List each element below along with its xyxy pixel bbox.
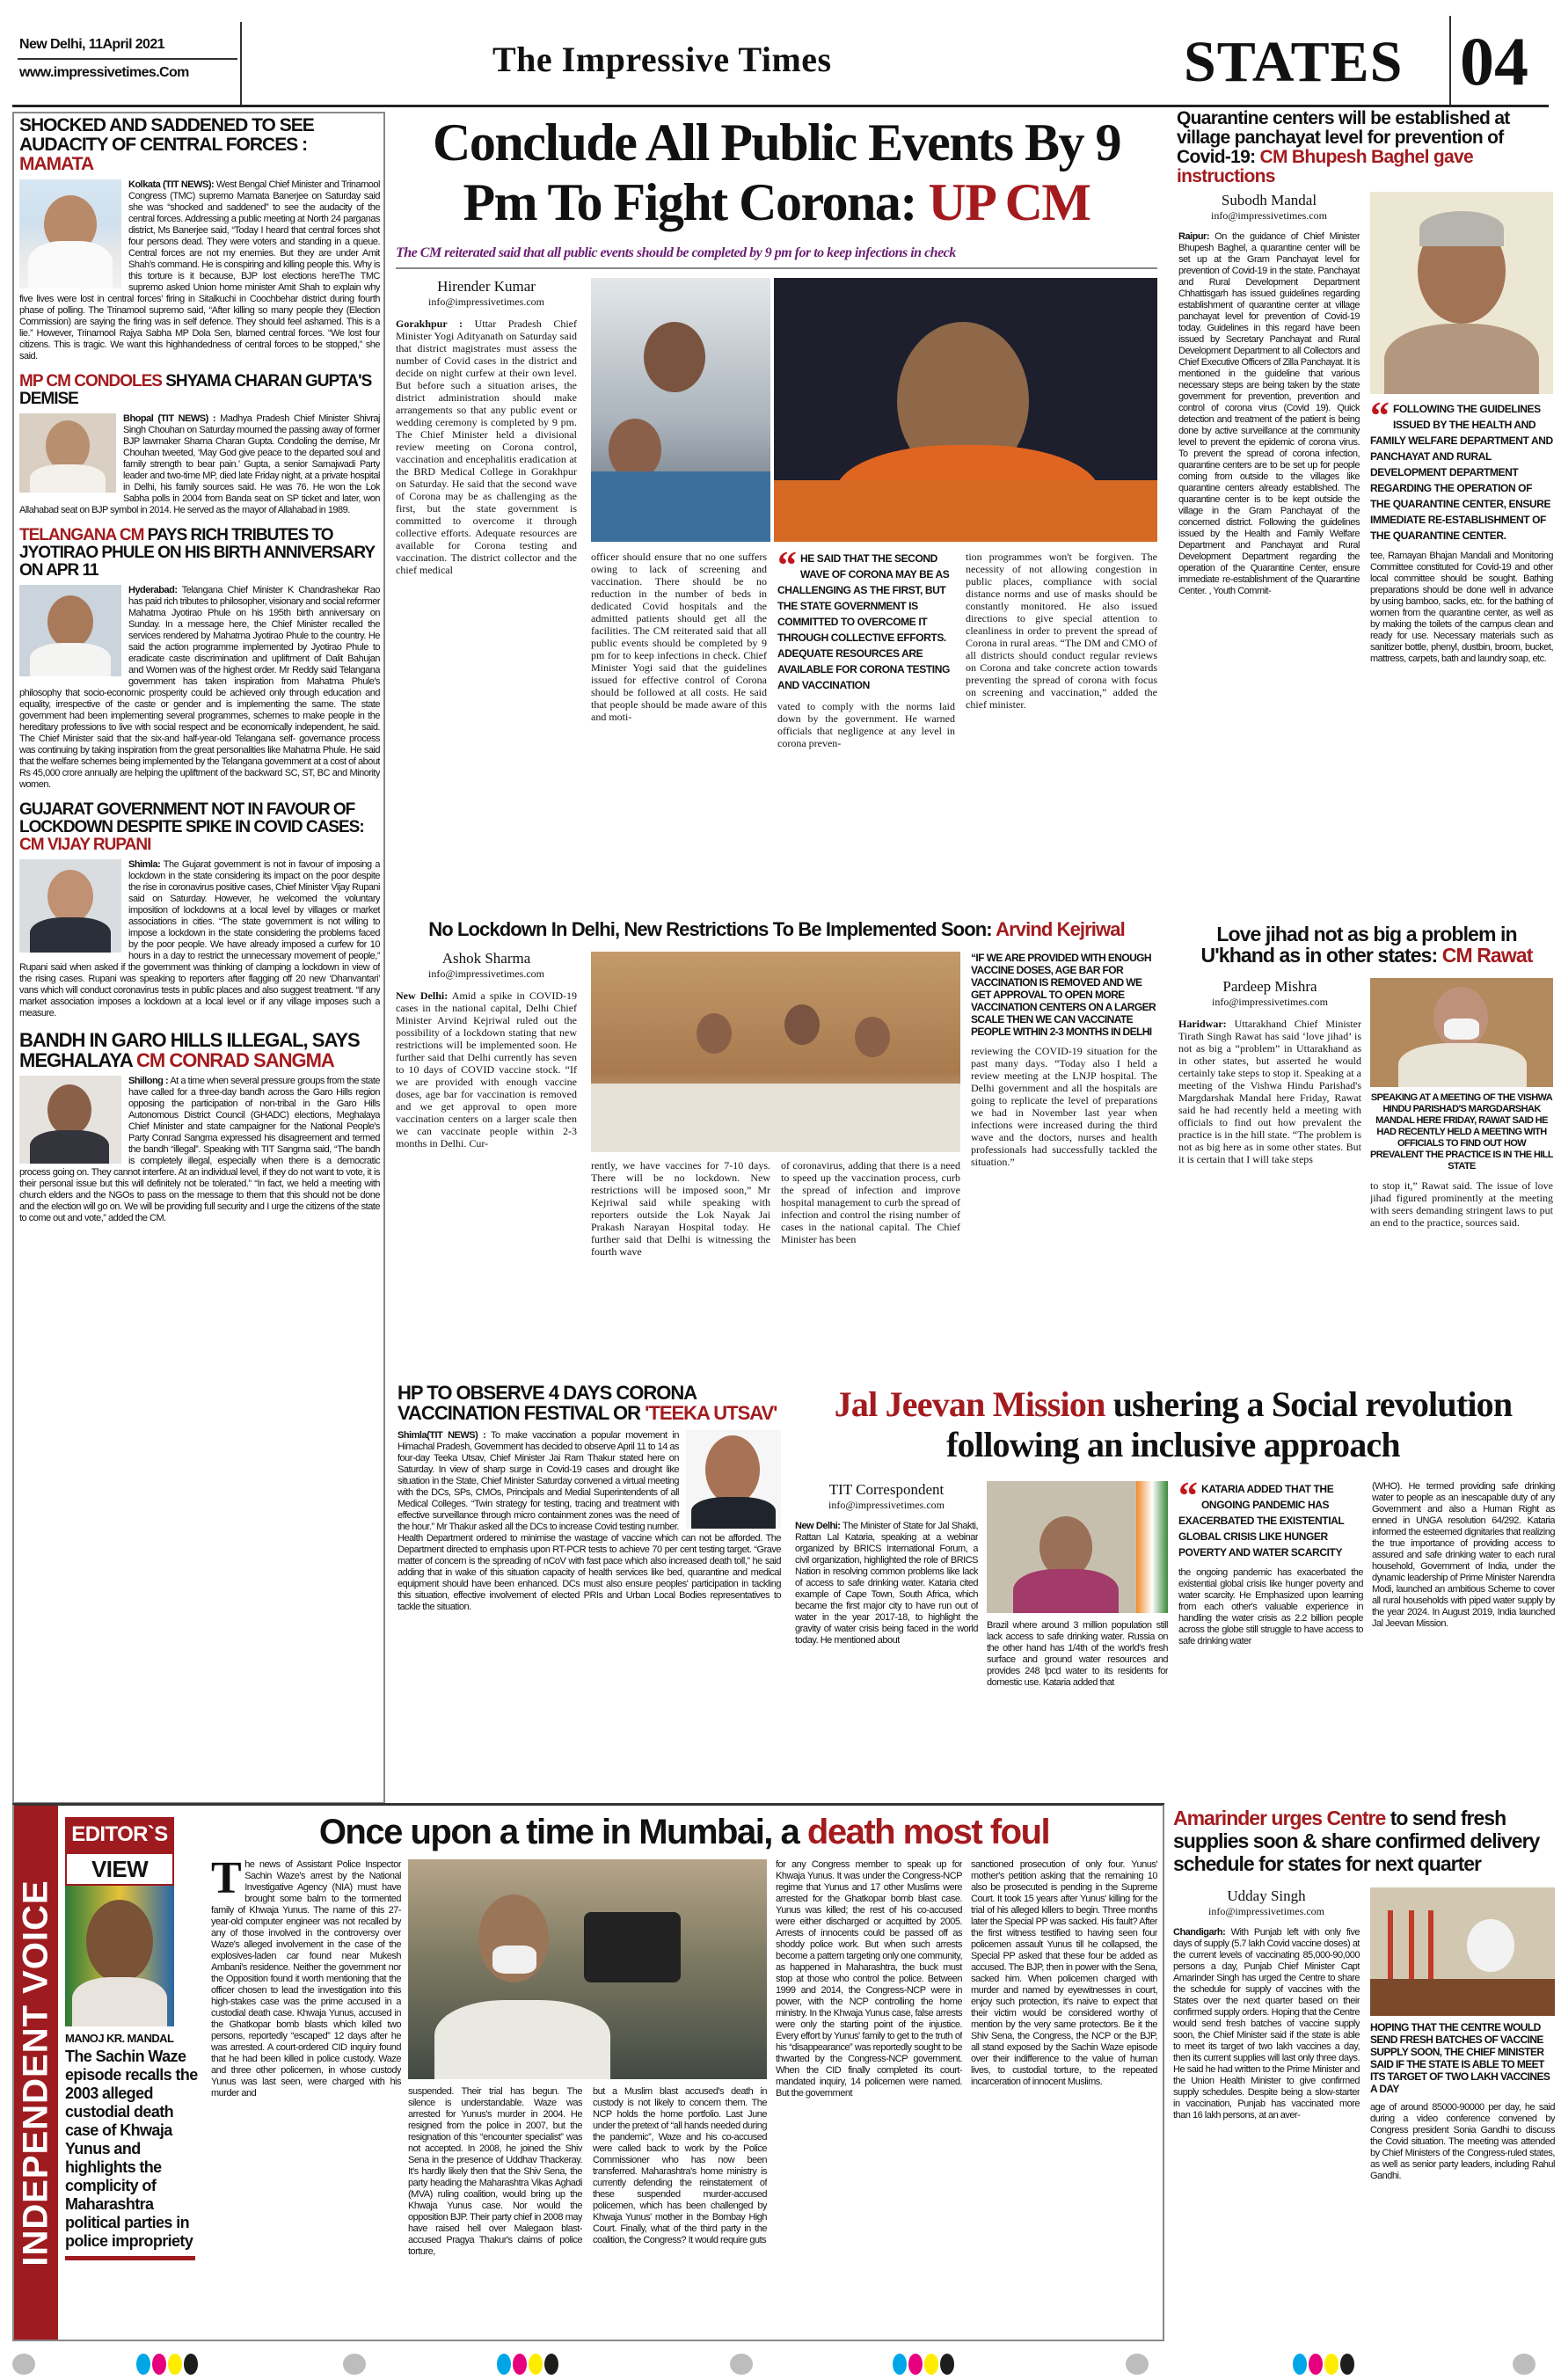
lead-photo-children [591, 278, 770, 542]
delhi-photo [591, 952, 960, 1152]
editors-view-bottom: VIEW [65, 1852, 174, 1886]
punjab-photo [1370, 1887, 1555, 2016]
gujarat-body [19, 859, 380, 1019]
quote-icon: “ [777, 551, 797, 587]
jj-column-1 [795, 1521, 978, 1646]
hp-dateline: Shimla(TIT NEWS) : [398, 1430, 486, 1442]
uk-photo [1370, 978, 1553, 1087]
grey-registration-mark [343, 2354, 366, 2375]
delhi-column-1-flow [396, 950, 577, 1372]
cg-photo [1370, 192, 1553, 394]
hp-text: To make vaccination a popular movement in Himachal Pradesh, Government has decided to observe April 11 to 14 as four-day Teeka Utsav, Chief Minister Jai Ram Thakur stated here on Saturday. In view of sharp surge in Covid-19 cases and drought like situation in the State, Chief Minister Saturday convened a virtual meeting with the DCs, SPs, CMOs, Principals and Medial Superintendents of all Medical Colleges. “Twin strategy for testing, tracing and treatment with effective surveillance through micro containment zones was the need of the hour.” Mr Thakur asked all the DCs to increase Covid testing number. Health Department ordered to minimise the wastage of vaccine which can not be afforded. The Department directed to emphasis upon RT-PCR tests to achieve 70 per cent testing target. “Grave matter of concern is the spreading of nCoV with fast pace which also increased death toll,” he said adding that in wake of this situation capacity of health services like bed, quarantine and medical equipment should have been enhanced. DCs must also ensure peoples' participation in tackling this situation, effective involvement of elected PRIs and Urban Local Bodies representatives to tackle the situation. [398, 1430, 781, 1613]
delhi-column-4-flow [971, 952, 1157, 1372]
mamata-photo [19, 179, 121, 288]
lead-column-3-tail: vated to comply with the norms laid down by the government. He warned officials that negligence at any level in corona preven- [777, 700, 955, 749]
uk-byline [1178, 978, 1361, 1009]
mamata-body [19, 179, 380, 362]
editorial-column-1 [211, 1859, 401, 2334]
punjab-dateline: Chandigarh: [1173, 1927, 1226, 1938]
masthead-date: New Delhi, 11April 2021 [19, 37, 164, 52]
punjab-right-flow [1370, 1887, 1555, 2345]
uk-email[interactable]: info@impressivetimes.com [1211, 996, 1329, 1008]
lead-byline [396, 278, 577, 309]
grey-registration-mark [1126, 2354, 1149, 2375]
uk-body [1178, 1018, 1361, 1165]
delhi-author: Ashok Sharma [441, 950, 531, 967]
punjab-byline [1173, 1887, 1360, 1918]
lead-headline-black: Conclude All Public Events By 9 Pm To Fight Corona: [433, 113, 1120, 231]
cg-body [1178, 231, 1360, 597]
masthead-divider-left [240, 22, 242, 106]
gujarat-text: The Gujarat government is not in favour of imposing a lockdown in the state considering its impact on the poor despite the rise in coronavirus positive cases, Chief Minister Vijay Rupani said on Saturday. However, he welcomed the voluntary imposition of lockdowns at a local level by villages or market associations in cities. “The state government is not willing to impose a lockdown in the state considering the problems faced by the poor people. We have already imposed a curfew for 10 hours in a day to restrict the unnecessary movement of people,” Rupani said when asked if the government was thinking of clamping a lockdown in view of the rising cases. Rupani was speaking to reporters after flagging off 20 new ‘Dhanvantari’ vans which will conduct coronavirus tests in public places and also suggest treatment. “If any market association imposes a lockdown at a local level or if any village imposes such a measure. [19, 858, 380, 1018]
punjab-headline-black: to send fresh supplies soon & share confirmed delivery schedule for states for next quarter [1173, 1807, 1540, 1875]
lead-headline-red: UP CM [928, 173, 1091, 231]
jj-headline-black: ushering a Social revolution following an inclusive approach [946, 1384, 1513, 1464]
cg-pullquote [1370, 394, 1553, 544]
delhi-headline [396, 918, 1157, 941]
uk-headline-black: Love jihad not as big a problem in U'khand as in other states: [1200, 923, 1517, 967]
cg-byline [1178, 192, 1360, 223]
lead-headline [394, 113, 1159, 232]
jj-column-3: the ongoing pandemic has exacerbated the existential global crisis like hunger poverty and water scarcity. He Emphasized upon learning from each other's valuable experience in handling the water crisis as 2.2 billion people across the globe still struggle to have access to safe drinking water [1178, 1567, 1363, 1646]
mp-photo [19, 413, 116, 493]
uk-headline [1178, 924, 1555, 966]
lead-author: Hirender Kumar [437, 278, 536, 295]
editorial-column-2: suspended. Their trial has begun. The silence is understandable. Waze was arrested for Yunus's murder in 2004. He resigned from the police in 2007, but the resignation of this “encounter specialist” was not accepted. In 2008, he joined the Shiv Sena in the presence of Uddhav Thackeray. It's hardly likely then that the Shiv Sena, the party heading the Maharashtra Vikas Aghadi (MVA) ruling coalition, would bring up the Khwaja Yunus case. Nor would the opposition BJP. Their party chief in 2008 may have raised hell over Malegaon blast-accused Pragya Thakur's claims of police torture, [408, 2086, 582, 2257]
lead-subhead-rule [396, 267, 1157, 269]
lead-column-1 [396, 318, 577, 576]
delhi-byline [396, 950, 577, 981]
jj-column-1-flow [795, 1481, 978, 1796]
cmyk-registration-mark [1293, 2354, 1307, 2375]
editorial-column-4: for any Congress member to speak up for Khwaja Yunus. It was under the Congress-NCP regime that Yunus and 17 other Muslims were arrested for the Ghatkopar bomb blast case. Yunus was killed; the rest of his co-accused were either discharged or acquitted by 2005. Arrests of innocents could be passed off as shoddy police work. But when such arrests become a pattern targeting only one community, as happened in Maharashtra, the buck must stop at those who control the police. Between 1999 and 2014, the Congress-NCP were in power, with the NCP controlling the home ministry. In the Khwaja Yunus case, false arrests were only the starting point of the injustice. Every effort by Yunus' family to get to the truth of his “disappearance” was reportedly sought to be thwarted by the Congress-NCP government. When the CID finally completed its court-mandated inquiry, 14 policemen were named. But the government [776, 1859, 962, 2099]
cg-right-flow [1370, 192, 1553, 913]
telangana-photo [19, 585, 121, 676]
jj-photo [987, 1481, 1168, 1613]
delhi-column-1 [396, 989, 577, 1150]
jj-column-3-flow [1178, 1481, 1363, 1796]
telangana-body [19, 585, 380, 791]
lead-column-1-flow [396, 278, 577, 911]
cg-headline-black: Quarantine centers will be established at village panchayat level for prevention of Covid-19: [1177, 108, 1510, 168]
cg-dateline: Raipur: [1178, 231, 1209, 242]
hp-photo [686, 1430, 781, 1529]
cmyk-registration-mark [544, 2354, 558, 2375]
grey-registration-mark [730, 2354, 753, 2375]
editorial-dropcap: T [211, 1859, 242, 1903]
jj-column-4: (WHO). He termed providing safe drinking water to people as an inescapable duty of any Government and also a Human Right as enned in UNGA resolution 64/292. Kataria informed the esteemed dignitaries that realizing the true importance of providing access to assured and safe drinking water to each rural household, Government of India, under the dynamic leadership of Prime Minister Narendra Modi, launched an ambitious Scheme to cover all rural households with piped water supply by the year 2024. In August 2019, India launched Jal Jeevan Mission. [1372, 1481, 1555, 1629]
editorial-headline [211, 1812, 1157, 1852]
left-column-flow [19, 116, 380, 1800]
cg-pullquote-text: FOLLOWING THE GUIDELINES ISSUED BY THE HEALTH AND FAMILY WELFARE DEPARTMENT AND PANCHAYAT AND RURAL DEVELOPMENT DEPARTMENT REGARDING THE OPERATION OF THE QUARANTINE CENTER, ENSURE IMMEDIATE RE-ESTABLISHMENT OF THE QUARANTINE CENTER. [1370, 403, 1553, 542]
garo-headline-black: BANDH IN GARO HILLS ILLEGAL, SAYS MEGHALAYA [19, 1028, 360, 1071]
grey-registration-mark [12, 2354, 35, 2375]
punjab-caption: HOPING THAT THE CENTRE WOULD SEND FRESH BATCHES OF VACCINE SUPPLY SOON, THE CHIEF MINISTER SAID IF THE STATE IS ABLE TO MEET ITS TARGET OF TWO LAKH VACCINES A DAY [1370, 2021, 1550, 2095]
editor-summary-rule [65, 2256, 195, 2260]
mp-text: Madhya Pradesh Chief Minister Shivraj Singh Chouhan on Saturday mourned the passing away of former BJP lawmaker Shama Charan Gupta. Condoling the demise, Mr Chouhan tweeted, ‘May God give peace to the departed soul and family strength to bear pain.’ Gupta, a senior Samajwadi Party leader and two-time MP, died late Friday night, at a private hospital in Delhi, his family sources said. He was 76. He won the Lok Sabha polls in 2004 from Banda seat on SP ticket and later, won Allahabad seat on BJP symbol in 2014. He served as the mayor of Allahabad in 1989. [19, 413, 380, 516]
uk-left-flow [1178, 978, 1361, 1372]
cg-author: Subodh Mandal [1221, 192, 1317, 208]
cmyk-registration-mark [1340, 2354, 1354, 2375]
uk-dateline: Haridwar: [1178, 1018, 1227, 1030]
punjab-headline-red: Amarinder urges Centre [1173, 1807, 1390, 1829]
side-label: INDEPENDENT VOICE [16, 1879, 55, 2267]
jj-pullquote [1178, 1481, 1363, 1560]
mamata-dateline: Kolkata (TIT NEWS): [128, 179, 215, 191]
hp-headline-red: 'TEEKA UTSAV' [645, 1402, 777, 1425]
print-registration-marks [0, 2354, 1561, 2376]
editorial-column-3: but a Muslim blast accused's death in custody is not likely to concern them. The NCP holds the home portfolio. Last June under the pretext of “all hands needed during the pandemic”, Waze and his co-accused were called back to work by the Police Commissioner who has now been transferred. Maharashtra's home ministry is currently defending the reinstatement of these suspended murder-accused policemen, which has been challenged by Khwaja Yunus' mother in the Bombay High Court. Finally, what of the third party in the coalition, the Congress? It would require guts [593, 2086, 767, 2245]
editorial-headline-red: death most foul [806, 1813, 1050, 1851]
editorial-headline-black: Once upon a time in Mumbai, a [318, 1813, 807, 1851]
editorial-col1-text: he news of Assistant Police Inspector Sachin Waze's arrest by the National Investigative Agency (NIA) must have brought some balm to the tormented family of Khwaja Yunus. The name of this 27-year-old computer engineer was not recalled by any of those involved in the controversy over Waze's alleged involvement in the case of the explosives-laden car found near Mukesh Ambani's residence. Neither the government nor the Opposition found it worth mentioning that the officer chosen to lead the investigation into this high-stakes case was the prime accused in a custodial death case. Khwaja Yunus, accused in the Ghatkopar bomb blasts which killed two persons, reportedly “escaped” 12 days after he was arrested. A court-ordered CID inquiry found that he had been killed in police custody. Waze and three other policemen, in whose custody Yunus was last seen, were charged with his murder and [211, 1859, 401, 2099]
delhi-column-3: of coronavirus, adding that there is a need to speed up the vaccination process, curb the spread of infection and improve hospital management to curb the spread of infection and control the rising number of cases in the national capital. The Chief Minister has been [781, 1159, 960, 1245]
lead-subhead: The CM reiterated said that all public events should be completed by 9 pm for to keep infections in check [396, 245, 956, 260]
masthead-website[interactable]: www.impressivetimes.Com [19, 65, 189, 80]
mp-headline-red: MP CM CONDOLES [19, 372, 166, 391]
mamata-headline-black: SHOCKED AND SADDENED TO SEE AUDACITY OF CENTRAL FORCES : [19, 116, 314, 156]
punjab-left-flow [1173, 1887, 1360, 2345]
cg-headline [1177, 109, 1557, 186]
mp-headline [19, 373, 380, 408]
mp-dateline: Bhopal (TIT NEWS) : [123, 413, 216, 425]
editor-summary: The Sachin Waze episode recalls the 2003 alleged custodial death case of Khwaja Yunus and highlights the complicity of Maharashtra political parties in police impropriety [65, 2048, 198, 2250]
jj-dateline: New Delhi: [795, 1521, 841, 1531]
uk-author: Pardeep Mishra [1222, 978, 1317, 995]
telangana-headline-red: TELANGANA CM [19, 526, 148, 545]
punjab-tail: age of around 85000-90000 per day, he said during a video conference convened by Congress president Sonia Gandhi to discuss the Covid situation. The meeting was attended by Chief Ministers of the Congress-ruled states, as well as senior party leaders, including Rahul Gandhi. [1370, 2102, 1555, 2181]
quote-icon: “ [1370, 394, 1390, 437]
editor-author: MANOJ KR. MANDAL [65, 2032, 174, 2045]
gujarat-headline-black: GUJARAT GOVERNMENT NOT IN FAVOUR OF LOCKDOWN DESPITE SPIKE IN COVID CASES: [19, 799, 364, 836]
hp-body [398, 1430, 781, 1613]
uk-headline-red: CM Rawat [1441, 944, 1533, 967]
cg-headline-red: CM Bhupesh Baghel gave instructions [1177, 147, 1473, 187]
garo-body [19, 1076, 380, 1224]
hp-headline-black: HP TO OBSERVE 4 DAYS CORONA VACCINATION FESTIVAL OR [398, 1383, 697, 1425]
cmyk-registration-mark [513, 2354, 527, 2375]
cg-text: On the guidance of Chief Minister Bhupesh Baghel, a quarantine center will be set up at the Gram Panchayat level for prevention of Covid-19 in the state. Panchayat and Rural Development Department Chhattisgarh has issued guidelines regarding establishment of quarantine center at village panchayat level for prevention of Covid-19 today. Guidelines in this regard have been issued by Secretary Panchayat and Rural Development Department to all Collectors and Chief Executive Officers of Zilla Panchayat. It is mentioned in the guideline that various necessary steps are being taken by the state government for prevention, prevention and control of corona virus (Covid 19). Quick detection and treatment of the patient is being done by active surveillance at the community level to prevent the epidemic of corona virus. To prevent the spread of corona infection, quarantine centers are to be set up for people coming from outside to the villages like quarantine centers already established. The quarantine center is to be kept outside the village in the Gram Panchayat of the concerned district. Following the guidelines issued by the Health and Family Welfare Department and Panchayat and Rural Development Department regarding the operation of the Quarantine Center, ensure immediate re-establishment of the Quarantine Center. , Youth Commit- [1178, 231, 1360, 596]
uk-tail: to stop it,” Rawat said. The issue of love jihad figured prominently at the meeting with seers demanding stringent laws to put an end to the practice, sources said. [1370, 1179, 1553, 1229]
paper-name: The Impressive Times [492, 40, 832, 79]
quote-icon: “ [1178, 1481, 1198, 1517]
punjab-author: Udday Singh [1227, 1887, 1306, 1904]
telangana-dateline: Hyderabad: [128, 584, 178, 595]
grey-registration-mark [1513, 2354, 1535, 2375]
mamata-headline-red: MAMATA [19, 154, 94, 175]
punjab-email[interactable]: info@impressivetimes.com [1207, 1905, 1325, 1917]
garo-headline-red: CM CONRAD SANGMA [136, 1048, 334, 1071]
cmyk-registration-mark [1324, 2354, 1339, 2375]
cmyk-registration-mark [1309, 2354, 1323, 2375]
cmyk-registration-mark [152, 2354, 166, 2375]
cmyk-registration-mark [136, 2354, 150, 2375]
lead-column-2: officer should ensure that no one suffers owing to lack of screening and vaccination. There should be no reduction in the number of beds in dedicated Covid hospitals and the admitted patients should get all the facilities. The CM reiterated said that all public events should be completed by 9 pm for to keep infections in check. Chief Minister Yogi said that the guidelines issued for effective control of Corona should be followed at all costs. He said that people should be made aware of this and moti- [591, 551, 767, 723]
telangana-headline [19, 527, 380, 580]
jj-headline-red: Jal Jeevan Mission [834, 1384, 1113, 1424]
cmyk-registration-mark [497, 2354, 511, 2375]
mamata-headline [19, 116, 380, 174]
lead-column-3-flow [777, 551, 955, 911]
gujarat-photo [19, 859, 121, 953]
jj-byline [795, 1481, 978, 1512]
uk-right-flow [1370, 978, 1553, 1372]
garo-headline [19, 1030, 380, 1070]
cmyk-registration-mark [893, 2354, 907, 2375]
lead-email[interactable]: info@impressivetimes.com [427, 296, 545, 308]
delhi-column-4: reviewing the COVID-19 situation for the past many days. “Today also I held a review meeting at the LNJP hospital. The Delhi government and all the hospitals are going to replicate the level of preparations we had in November last year when infections were increased during the third wave and the doctors, nurses and health professionals had successfully tackled the situation.” [971, 1045, 1157, 1168]
masthead-divider-right [1449, 16, 1451, 107]
lead-dateline: Gorakhpur : [396, 318, 463, 330]
delhi-dateline: New Delhi: [396, 989, 449, 1002]
cg-left-flow [1178, 192, 1360, 913]
side-label-band [14, 1806, 58, 2340]
cmyk-registration-mark [168, 2354, 182, 2375]
hp-headline [398, 1383, 781, 1423]
lead-pullquote-text: HE SAID THAT THE SECOND WAVE OF CORONA MAY BE AS CHALLENGING AS THE FIRST, BUT THE STATE GOVERNMENT IS COMMITTED TO OVERCOME IT THROUGH COLLECTIVE EFFORTS. ADEQUATE RESOURCES ARE AVAILABLE FOR CORONA TESTING AND VACCINATION [777, 552, 950, 691]
garo-dateline: Shillong : [128, 1075, 169, 1086]
masthead-date-rule [18, 58, 237, 60]
delhi-column-2: rently, we have vaccines for 7-10 days. There will be no lockdown. New restrictions will be imposed soon,” Mr Kejriwal said while speaking with reporters outside the Lok Nayak Jai Prakash Narayan Hospital today. He further said that Delhi is witnessing the fourth wave [591, 1159, 770, 1258]
delhi-pullquote: “IF WE ARE PROVIDED WITH ENOUGH VACCINE DOSES, AGE BAR FOR VACCINATION IS REMOVED AND WE GET APPROVAL TO OPEN MORE VACCINATION CENTERS ON A LARGER SCALE THEN WE CAN VACCINATE PEOPLE WITHIN 2-3 MONTHS IN DELHI [971, 952, 1156, 1038]
masthead-rule [12, 105, 1549, 107]
punjab-text: With Punjab left with only five days of supply (5.7 lakh Covid vaccine doses) at the current levels of vaccinating 85,000-90,000 persons a day, Punjab Chief Minister Capt Amarinder Singh has urged the Centre to share the schedule for supply of vaccines with the States over the next quarter based on their confirmed supply orders. Hoping that the Centre would send fresh batches of vaccine supply soon, the Chief Minister said if the state is able to meet its target of two lakh vaccines a day, then its current supplies will last only three days. He said he had written to the Prime Minister and the Union Health Minister to give confirmed supply schedules. Despite being a slow-starter in vaccination, Punjab has vaccinated more than 16 lakh persons, at an aver- [1173, 1927, 1360, 2121]
lead-col1-text: Uttar Pradesh Chief Minister Yogi Adityanath on Saturday said that district magistrates must assess the number of Covid cases in the district and decide on night curfew at their own level. But before such a situation arises, the district administration should make arrangements so that any public event or wedding ceremony is completed by 9 pm. The Chief Minister held a divisional review meeting on Corona control, vaccination and encephalitis eradication at the BRD Medical College in Gorakhpur on Saturday. He said that the second wave of Corona may be as challenging as the first, but the state government is committed to overcome it through collective efforts. Adequate resources are available for Corona testing and vaccination. The district collector and the chief medical [396, 318, 577, 576]
editor-sidebar-flow [65, 1817, 202, 2336]
jj-author: TIT Correspondent [828, 1481, 945, 1498]
gujarat-headline [19, 801, 380, 854]
delhi-col1-text: Amid a spike in COVID-19 cases in the national capital, Delhi Chief Minister Arvind Kejriwal ruled out the possibility of a lockdown stating that new restrictions will be implemented soon. He further said that Delhi currently has seven to 10 days of COVID vaccine stock. “If we are provided with enough vaccine doses, age bar for vaccination is removed and we get approval to open more vaccination centers on a larger scale then we can vaccinate people within 2-3 months in Delhi. Cur- [396, 989, 577, 1150]
cg-email[interactable]: info@impressivetimes.com [1210, 209, 1328, 222]
editor-photo [65, 1886, 174, 2026]
telangana-headline-black: PAYS RICH TRIBUTES TO JYOTIRAO PHULE ON HIS BIRTH ANNIVERSARY ON APR 11 [19, 526, 375, 580]
delhi-headline-black: No Lockdown In Delhi, New Restrictions To Be Implemented Soon: [428, 918, 996, 940]
jj-col1-text: The Minister of State for Jal Shakti, Rattan Lal Kataria, speaking at a webinar organized by BRICS International Forum, a civil organization, highlighted the role of BRICS Nation in resolving common problems like lack of access to safe drinking water. Kataria cited example of Cape Town, South Africa, which became the first major city to have run out of water in the year 2017-18, to highlight the gravity of water crisis being faced in the world today. He mentioned about [795, 1521, 978, 1646]
uk-caption: SPEAKING AT A MEETING OF THE VISHWA HINDU PARISHAD'S MARGDARSHAK MANDAL HERE FRIDAY, RAWAT SAID HE HAD RECENTLY HELD A MEETING WITH OFFICIALS TO FIND OUT HOW PREVALENT THE PRACTICE IS IN THE HILL STATE [1370, 1092, 1553, 1172]
mp-headline-black: SHYAMA CHARAN GUPTA'S DEMISE [19, 372, 372, 409]
jj-column-2-flow [987, 1481, 1168, 1796]
hp-flow [398, 1383, 781, 1796]
editors-view-top: EDITOR`S [65, 1817, 174, 1852]
gujarat-dateline: Shimla: [128, 858, 161, 870]
lead-photo-yogi [774, 278, 1157, 542]
mamata-text: West Bengal Chief Minister and Trinamool Congress (TMC) supremo Mamata Banerjee on Saturday said she was “shocked and saddened” to see the audacity of the central forces. Addressing a public meeting at North 24 parganas district, Ms Banerjee said, “Today I heard that central forces shot four persons dead. They were voters and standing in a queue. Central forces are not my enemies. But they are under Amit Shah’s command. He is conspiring and killing people this. Why is this torture is it because, BJP lost elections hereThe TMC supremo asked Union home minister Amit Shah to explain why five lives were lost in central forces’ firing in Sitalkuchi in Coochbehar district during fourth phase of polling. The Trinamool supremo said, “After killing so many people they (Election Commission) are saying the firing was in self defence. They should feel ashamed. This is a lie.” However, Trinamool Rajya Sabha MP Dola Sen, blamed central forces. “We lost four citizens. This is tragic. We want this highhandedness of central forces to be stopped,” she said. [19, 179, 380, 362]
page-number: 04 [1460, 23, 1528, 99]
cmyk-registration-mark [529, 2354, 543, 2375]
lead-pullquote [777, 551, 955, 693]
editorial-photo [408, 1859, 767, 2079]
cmyk-registration-mark [184, 2354, 198, 2375]
jj-email[interactable]: info@impressivetimes.com [828, 1499, 945, 1511]
cmyk-registration-mark [924, 2354, 938, 2375]
jj-headline [790, 1384, 1557, 1465]
uk-text: Uttarakhand Chief Minister Tirath Singh Rawat has said ‘love jihad’ is not as big a “problem” in Uttarakhand as in other states, but asserted he would certainly take steps to stop it. Speaking at a meeting of the Vishwa Hindu Parishad's Margdarshak Mandal here Friday, Rawat said he had recently held a meeting with officials to find out how prevalent the practice is in the hill state. “The problem is not as big here as in some other states. But it is certain that I will take steps [1178, 1018, 1361, 1165]
punjab-headline [1173, 1807, 1555, 1875]
jj-pullquote-text: KATARIA ADDED THAT THE ONGOING PANDEMIC HAS EXACERBATED THE EXISTENTIAL GLOBAL CRISIS LIKE HUNGER POVERTY AND WATER SCARCITY [1178, 1483, 1345, 1559]
cmyk-registration-mark [940, 2354, 954, 2375]
telangana-text: Telangana Chief Minister K Chandrashekar Rao has paid rich tributes to philosopher, visionary and social reformer Mahatma Jyotirao Phule on his 195th birth anniversary on Sunday. In a message here, the Chief Minister recalled the services rendered by Mahatma Jyotirao Phule to the country. He said the action programme implemented by Jyotirao Phule to eradicate caste discrimination and upliftment of Dalit Bahujan and Women was of the highest order. Mr Reddy said Telangana government has taken inspiration from Mahatma Phule's philosophy that socio-economic prosperity could be achieved only through education and equality, irrespective of the caste or gender and is implementing the same. The state government had been implementing several programmes, schemes to make people in the hereditary professions to live with social respect and be economically independent, he said. The Chief Minister said that the six-and half-year-old Telangana self- governance process was continuing by taking inspiration from the great personalities like Mahatma Phule. He said that the welfare schemes being implemented by the Telangana government at a cost of about Rs 45,000 crore annually are helping the upliftment of the backward SC, ST, BC and Minority women. [19, 584, 380, 790]
cg-tail: tee, Ramayan Bhajan Mandali and Monitoring Committee constituted for Covid-19 and other local committee should be sought. Bathing preparations should be done well in advance by using bamboo, sacks, etc. for the bathing of women from the quarantine center, as well as by making the toilets of the campus clean and ready for use. Necessary materials such as sanitizer bottle, phenyl, dustbin, broom, bucket, mattress, carpets, bath and laundry soap, etc. [1370, 551, 1553, 664]
jj-column-2: Brazil where around 3 million population still lack access to safe drinking water. Russia on the other hand has 1/4th of the world's fresh surface and ground water resources and provides 248 lpcd water to its residents for domestic use. Kataria added that [987, 1620, 1168, 1688]
section-name: STATES [1184, 30, 1404, 94]
garo-photo [19, 1076, 121, 1164]
punjab-body [1173, 1927, 1360, 2121]
delhi-headline-red: Arvind Kejriwal [996, 918, 1125, 940]
delhi-email[interactable]: info@impressivetimes.com [427, 967, 545, 980]
cmyk-registration-mark [908, 2354, 923, 2375]
garo-text: At a time when several pressure groups from the state have called for a three-day bandh across the Garo Hills region opposing the participation of non-tribal in the Garo Hills Autonomous District Council (GHADC) elections, Meghalaya Chief Minister and state campaigner for the National People's Party Conrad Sangma expressed his disagreement and termed the bandh “illegal”. Speaking with TIT Sangma said, “The bandh is completely illegal, especially when there is a democratic process going on. They cannot interfere. At an individual level, if they do not want to vote, it is their personal issue but this will definitely not be tolerated.” “In fact, we held a meeting with church elders and the NGOs to pass on the message to them that this should not be done and the election will go on. We will be providing full security and I urge the citizens of the state to come out and vote,” added the CM. [19, 1075, 380, 1223]
lead-column-4: tion programmes won't be forgiven. The necessity of not allowing congestion in public places, compliance with social distance norms and use of masks should be constantly monitored. He also issued directions to give special attention to cleanliness in order to prevent the spread of Corona in rural areas. “The DM and CMO of all districts should conduct regular reviews on Corona and take concrete action towards preventing the spread of corona with focus on screening and vaccination,” added the chief minister. [966, 551, 1157, 711]
editorial-column-5: sanctioned prosecution of only four. Yunus' mother's petition asking that the remaining 10 also be prosecuted is pending in the Supreme Court. It took 15 years after Yunus' killing for the trial of his alleged killers to begin. Three months later the Special PP was sacked. His fault? After the first witness testified to having seen four policemen assault Yunus till he collapsed, the Special PP asked that these four be added as accused. The BJP, then in power with the Sena, sacked him. When policemen charged with murder and named by eyewitnesses in court, enjoy such protection, it's naive to expect that their victim would be considered worthy of mention by the very same protectors. Be it the Shiv Sena, the Congress, the NCP or the BJP, all stand exposed by the Sachin Waze episode over their indifference to the value of human lives, to custodial torture, to the repeated incarceration of innocent Muslims. [971, 1859, 1157, 2087]
mp-body [19, 413, 380, 516]
gujarat-headline-red: CM VIJAY RUPANI [19, 835, 151, 854]
